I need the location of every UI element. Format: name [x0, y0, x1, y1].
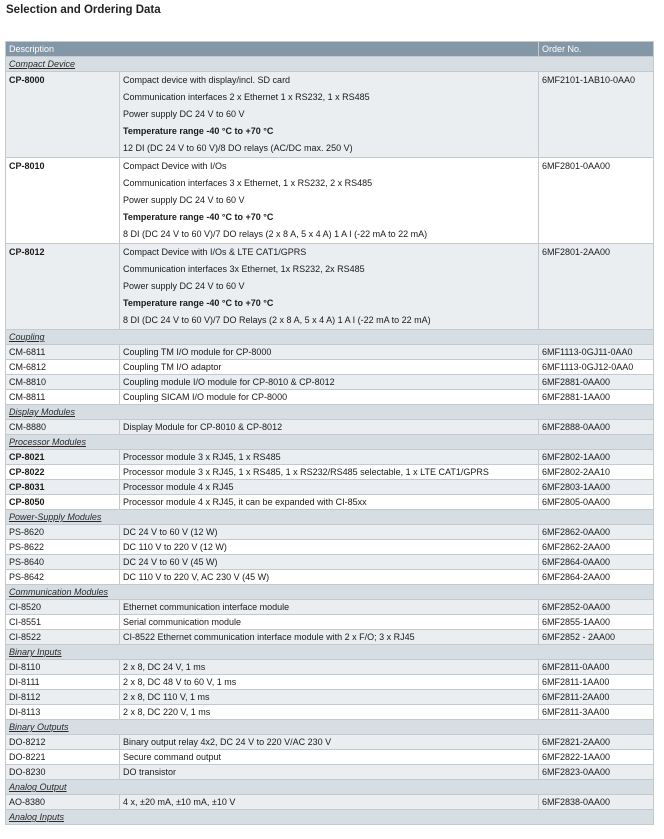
table-row	[6, 570, 654, 585]
order-number: 6MF2811-3AA00	[539, 705, 654, 720]
order-number: 6MF2888-0AA00	[539, 420, 654, 435]
product-description: Binary output relay 4x2, DC 24 V to 220 V/AC 230 V	[120, 735, 539, 750]
product-code: CI-8522	[6, 630, 120, 645]
section-title: Analog Output	[6, 780, 654, 795]
product-description: CI-8522 Ethernet communication interface module with 2 x F/O; 3 x RJ45	[120, 630, 539, 645]
product-code: DI-8112	[6, 690, 120, 705]
table-row	[6, 450, 654, 465]
product-code: CI-8551	[6, 615, 120, 630]
product-code: CP-8010	[6, 158, 120, 244]
section-title: Compact Device	[6, 57, 654, 72]
product-description: Processor module 3 x RJ45, 1 x RS485, 1 x RS232/RS485 selectable, 1 x LTE CAT1/GPRS	[120, 465, 539, 480]
product-description: Secure command output	[120, 750, 539, 765]
table-row	[6, 750, 654, 765]
product-description: Coupling TM I/O module for CP-8000	[120, 345, 539, 360]
section-title: Communication Modules	[6, 585, 654, 600]
order-number: 6MF2864-0AA00	[539, 555, 654, 570]
order-number: 6MF2821-2AA00	[539, 735, 654, 750]
product-code: PS-8622	[6, 540, 120, 555]
description-line: Communication interfaces 3 x Ethernet, 1 x RS232, 2 x RS485	[123, 178, 373, 188]
description-header: Description	[6, 42, 539, 57]
product-description: 2 x 8, DC 110 V, 1 ms	[120, 690, 539, 705]
order-number: 6MF2811-1AA00	[539, 675, 654, 690]
section-header-row	[6, 510, 654, 525]
order-number: 6MF2852 - 2AA00	[539, 630, 654, 645]
product-description: DO transistor	[120, 765, 539, 780]
table-row	[6, 660, 654, 675]
product-description: DC 24 V to 60 V (45 W)	[120, 555, 539, 570]
order-number: 6MF2802-2AA10	[539, 465, 654, 480]
product-code: CI-8520	[6, 600, 120, 615]
description-line: Power supply DC 24 V to 60 V	[123, 195, 245, 205]
product-description: Display Module for CP-8010 & CP-8012	[120, 420, 539, 435]
product-description: Coupling TM I/O adaptor	[120, 360, 539, 375]
table-row	[6, 72, 654, 158]
table-row	[6, 600, 654, 615]
product-code: DI-8110	[6, 660, 120, 675]
description-line: 8 DI (DC 24 V to 60 V)/7 DO Relays (2 x 8 A, 5 x 4 A) 1 A I (-22 mA to 22 mA)	[123, 315, 431, 325]
order-number: 6MF2862-2AA00	[539, 540, 654, 555]
product-description: Processor module 4 x RJ45, it can be expanded with CI-85xx	[120, 495, 539, 510]
product-description: Processor module 4 x RJ45	[120, 480, 539, 495]
table-header-row	[6, 42, 654, 57]
product-code: CP-8021	[6, 450, 120, 465]
product-code: CM-6812	[6, 360, 120, 375]
section-title: Binary Outputs	[6, 720, 654, 735]
section-header-row	[6, 585, 654, 600]
product-description: 2 x 8, DC 24 V, 1 ms	[120, 660, 539, 675]
product-code: DO-8212	[6, 735, 120, 750]
table-row	[6, 420, 654, 435]
table-row	[6, 480, 654, 495]
table-row	[6, 795, 654, 810]
section-title: Binary Inputs	[6, 645, 654, 660]
product-code: CM-8880	[6, 420, 120, 435]
section-title: Analog Inputs	[6, 810, 654, 825]
product-code: CM-8811	[6, 390, 120, 405]
product-code: DO-8230	[6, 765, 120, 780]
section-header-row	[6, 720, 654, 735]
product-code: CP-8022	[6, 465, 120, 480]
table-row	[6, 375, 654, 390]
section-header-row	[6, 780, 654, 795]
product-description: DC 110 V to 220 V, AC 230 V (45 W)	[120, 570, 539, 585]
product-code: DO-8221	[6, 750, 120, 765]
product-code: DI-8111	[6, 675, 120, 690]
order-number: 6MF2855-1AA00	[539, 615, 654, 630]
table-row	[6, 555, 654, 570]
table-row	[6, 158, 654, 244]
product-code: PS-8620	[6, 525, 120, 540]
product-description: 2 x 8, DC 48 V to 60 V, 1 ms	[120, 675, 539, 690]
order-number: 6MF2801-2AA00	[539, 244, 654, 330]
section-title: Processor Modules	[6, 435, 654, 450]
product-description: Ethernet communication interface module	[120, 600, 539, 615]
table-row	[6, 465, 654, 480]
product-description: Processor module 3 x RJ45, 1 x RS485	[120, 450, 539, 465]
table-row	[6, 675, 654, 690]
order-number: 6MF2852-0AA00	[539, 600, 654, 615]
product-description: Coupling module I/O module for CP-8010 & CP-8012	[120, 375, 539, 390]
ordering-table	[5, 41, 654, 825]
description-line: Temperature range -40 °C to +70 °C	[123, 212, 274, 222]
product-description: Coupling SICAM I/O module for CP-8000	[120, 390, 539, 405]
product-code: DI-8113	[6, 705, 120, 720]
product-code: CP-8031	[6, 480, 120, 495]
order-number: 6MF2822-1AA00	[539, 750, 654, 765]
table-row	[6, 390, 654, 405]
description-line: Compact device with display/incl. SD card	[123, 75, 291, 85]
product-description: Serial communication module	[120, 615, 539, 630]
order-number: 6MF2862-0AA00	[539, 525, 654, 540]
section-header-row	[6, 645, 654, 660]
product-description: 2 x 8, DC 220 V, 1 ms	[120, 705, 539, 720]
order-number: 6MF2805-0AA00	[539, 495, 654, 510]
table-row	[6, 765, 654, 780]
product-description	[120, 72, 539, 158]
product-code: AO-8380	[6, 795, 120, 810]
order-number: 6MF2811-0AA00	[539, 660, 654, 675]
description-line: Temperature range -40 °C to +70 °C	[123, 126, 274, 136]
product-description: DC 110 V to 220 V (12 W)	[120, 540, 539, 555]
table-body	[6, 57, 654, 825]
description-line: Communication interfaces 3x Ethernet, 1x RS232, 2x RS485	[123, 264, 365, 274]
order-number: 6MF2101-1AB10-0AA0	[539, 72, 654, 158]
order-number: 6MF2823-0AA00	[539, 765, 654, 780]
order-number: 6MF2881-1AA00	[539, 390, 654, 405]
product-code: CM-8810	[6, 375, 120, 390]
table-row	[6, 244, 654, 330]
section-title: Display Modules	[6, 405, 654, 420]
table-row	[6, 690, 654, 705]
product-description: 4 x, ±20 mA, ±10 mA, ±10 V	[120, 795, 539, 810]
description-line: Communication interfaces 2 x Ethernet 1 x RS232, 1 x RS485	[123, 92, 370, 102]
product-code: CM-6811	[6, 345, 120, 360]
product-code: PS-8642	[6, 570, 120, 585]
section-header-row	[6, 57, 654, 72]
order-number: 6MF2811-2AA00	[539, 690, 654, 705]
table-row	[6, 495, 654, 510]
table-row	[6, 525, 654, 540]
table-row	[6, 360, 654, 375]
section-header-row	[6, 330, 654, 345]
section-title: Power-Supply Modules	[6, 510, 654, 525]
description-line: 8 DI (DC 24 V to 60 V)/7 DO relays (2 x 8 A, 5 x 4 A) 1 A I (-22 mA to 22 mA)	[123, 229, 428, 239]
table-row	[6, 705, 654, 720]
product-code: CP-8050	[6, 495, 120, 510]
section-header-row	[6, 405, 654, 420]
description-line: Compact Device with I/Os & LTE CAT1/GPRS	[123, 247, 307, 257]
table-row	[6, 345, 654, 360]
order-number: 6MF1113-0GJ12-0AA0	[539, 360, 654, 375]
product-description	[120, 244, 539, 330]
product-code: CP-8012	[6, 244, 120, 330]
product-code: PS-8640	[6, 555, 120, 570]
order-number: 6MF2864-2AA00	[539, 570, 654, 585]
order-number: 6MF2838-0AA00	[539, 795, 654, 810]
table-row	[6, 735, 654, 750]
order-no-header: Order No.	[539, 42, 654, 57]
description-line: Power supply DC 24 V to 60 V	[123, 281, 245, 291]
order-number: 6MF2881-0AA00	[539, 375, 654, 390]
table-row	[6, 540, 654, 555]
order-number: 6MF2802-1AA00	[539, 450, 654, 465]
description-line: 12 DI (DC 24 V to 60 V)/8 DO relays (AC/DC max. 250 V)	[123, 143, 353, 153]
product-description	[120, 158, 539, 244]
table-row	[6, 615, 654, 630]
table-row	[6, 630, 654, 645]
order-number: 6MF2803-1AA00	[539, 480, 654, 495]
section-title: Coupling	[6, 330, 654, 345]
description-line: Compact Device with I/Os	[123, 161, 227, 171]
product-code: CP-8000	[6, 72, 120, 158]
section-header-row	[6, 435, 654, 450]
order-number: 6MF1113-0GJ11-0AA0	[539, 345, 654, 360]
product-description: DC 24 V to 60 V (12 W)	[120, 525, 539, 540]
page-title: Selection and Ordering Data	[6, 4, 161, 16]
description-line: Power supply DC 24 V to 60 V	[123, 109, 245, 119]
order-number: 6MF2801-0AA00	[539, 158, 654, 244]
ordering-table-container	[5, 41, 653, 825]
section-header-row	[6, 810, 654, 825]
description-line: Temperature range -40 °C to +70 °C	[123, 298, 274, 308]
